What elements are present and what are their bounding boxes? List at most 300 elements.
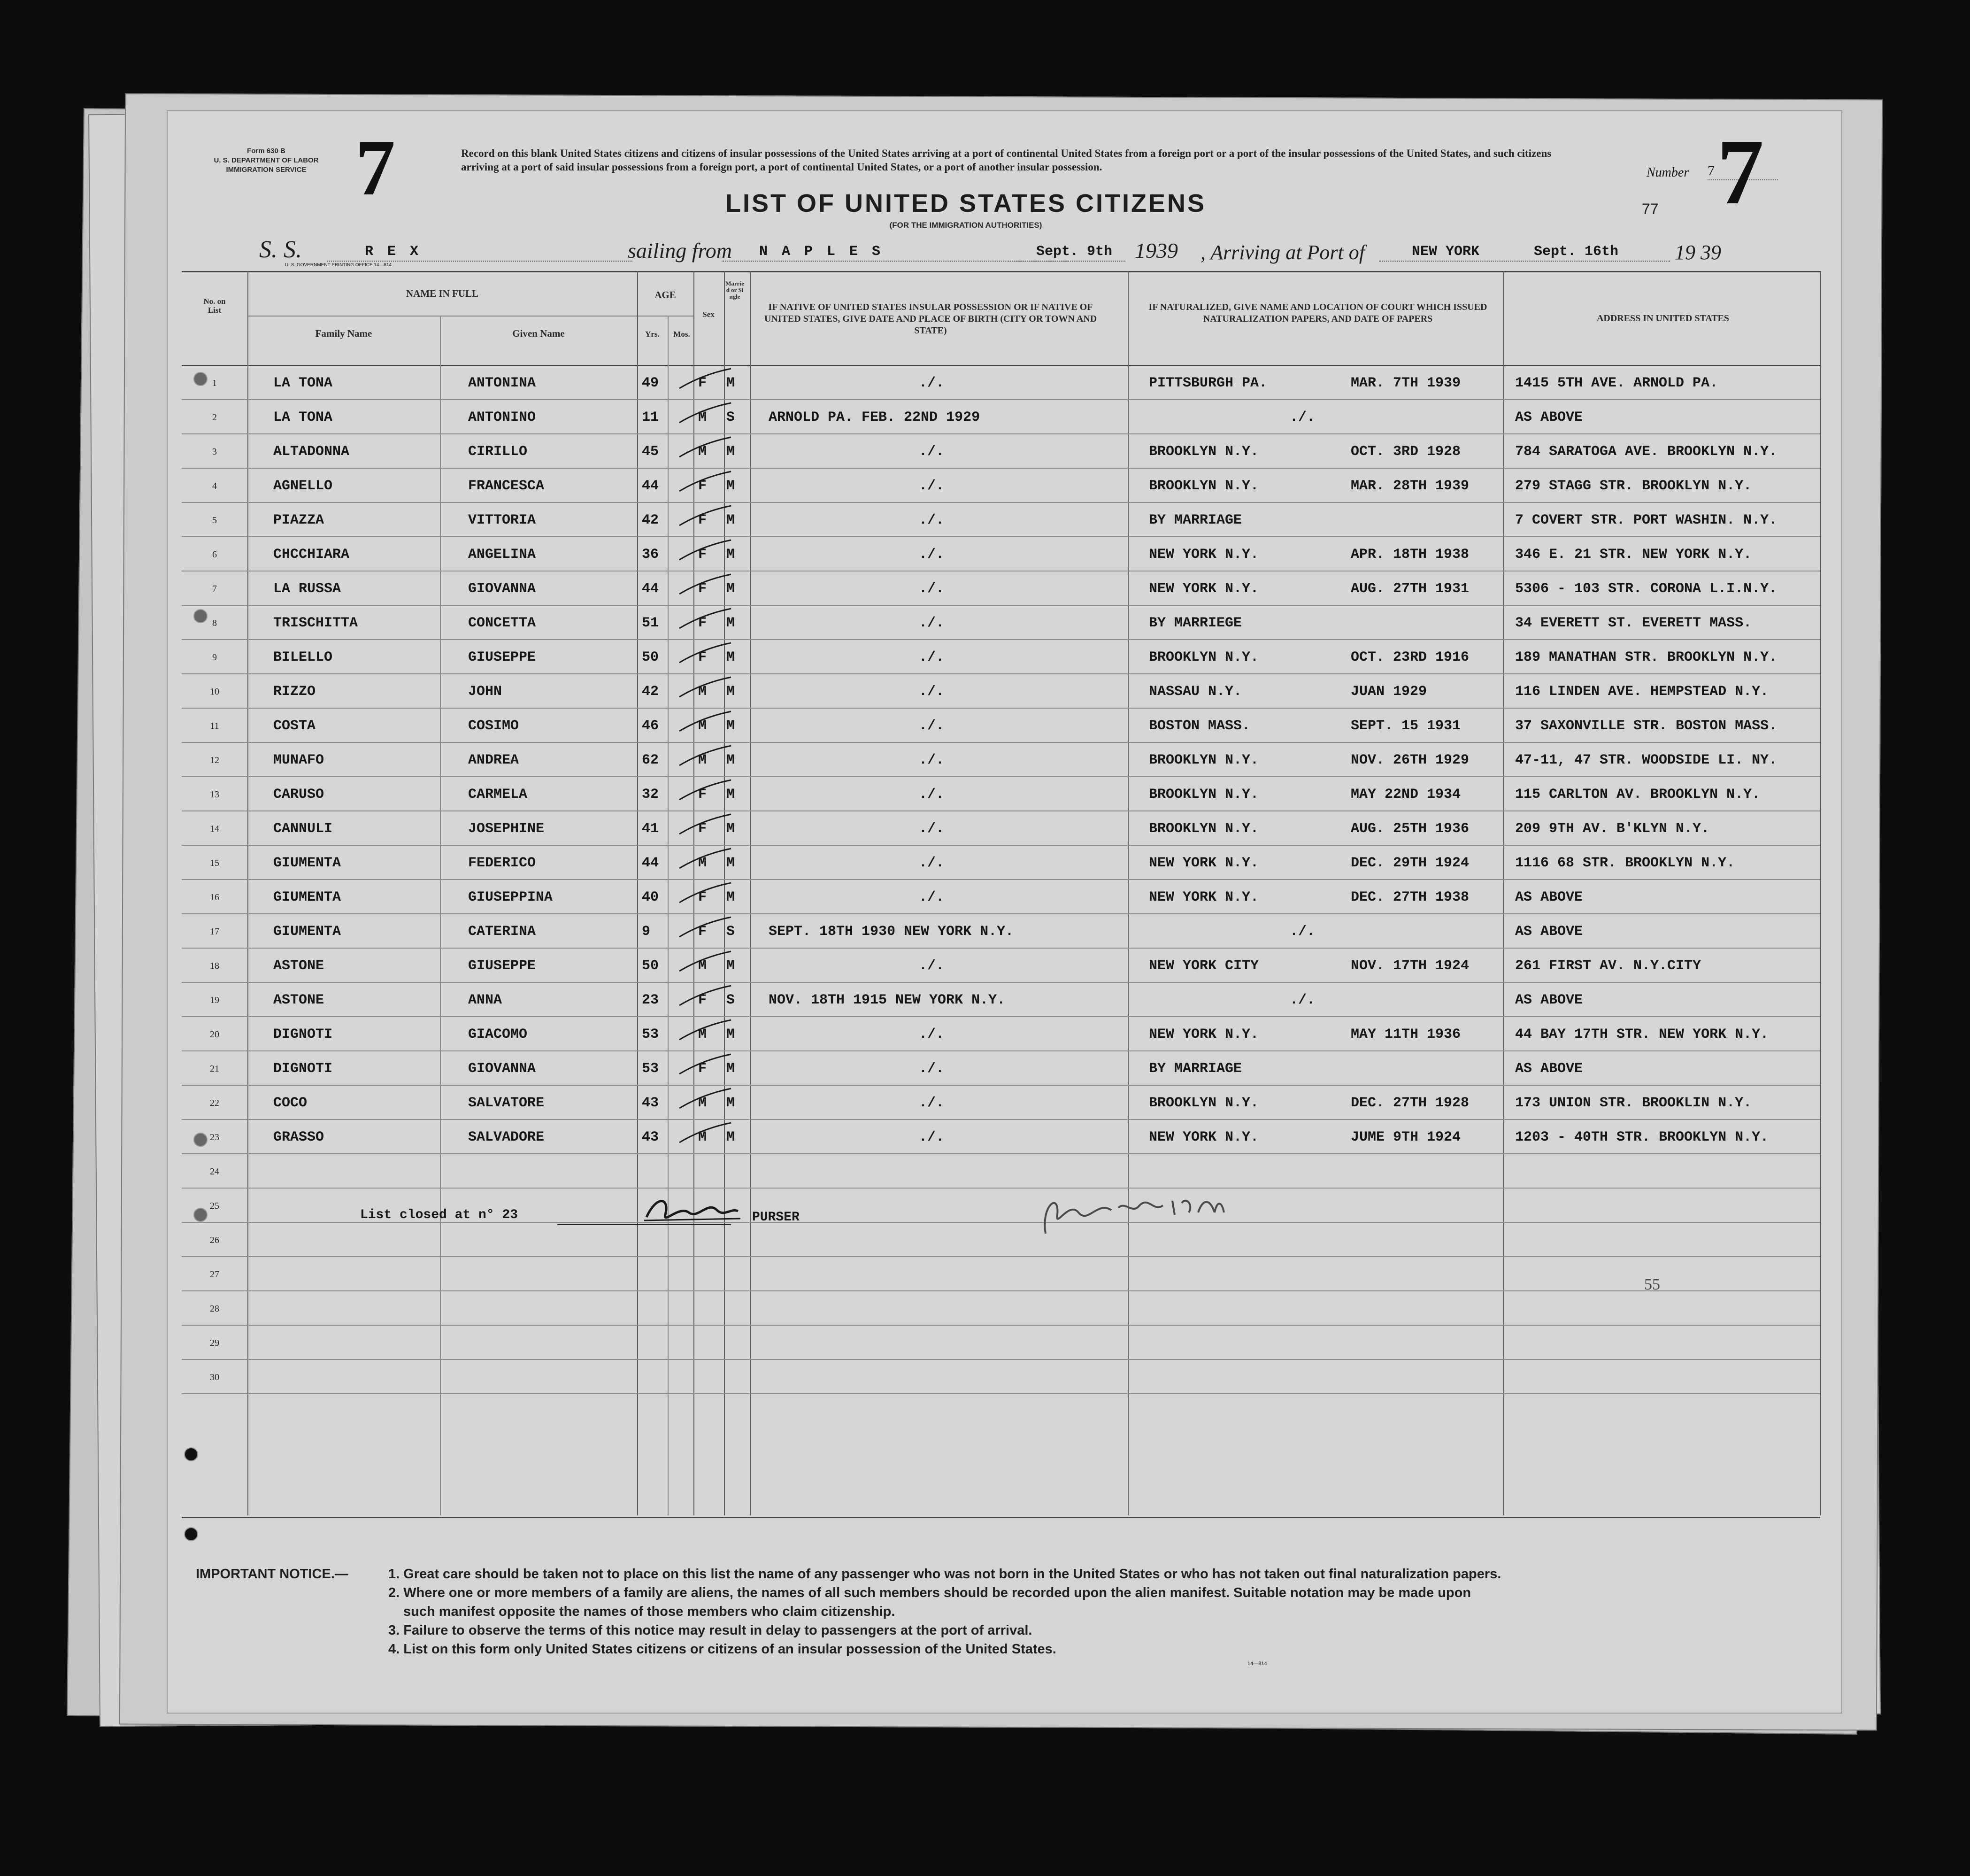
row-rule (182, 502, 1820, 503)
number-label: Number (1647, 165, 1689, 180)
row-rule (182, 1188, 1820, 1189)
cell-court: NEW YORK N.Y. (1149, 1129, 1259, 1145)
cell-n: 6 (212, 549, 217, 560)
notice-item-1: 1. Great care should be taken not to place on this list the name of any passenger who was not born in the United States or who has not taken out final naturalization papers. (388, 1567, 1501, 1582)
purser-signature (637, 1191, 750, 1229)
row-rule (182, 468, 1820, 469)
depart-underline (1008, 261, 1125, 262)
cell-n: 25 (210, 1201, 219, 1211)
col-divider-name (637, 271, 638, 1515)
cell-family: LA RUSSA (273, 581, 341, 597)
row-rule (182, 1290, 1820, 1291)
cell-ms: M (726, 375, 735, 391)
list-subtitle: (FOR THE IMMIGRATION AUTHORITIES) (889, 221, 1042, 230)
header-bottom-rule (182, 365, 1820, 366)
cell-court: BROOKLYN N.Y. (1149, 752, 1259, 768)
cell-sex: F (698, 924, 707, 940)
check-stroke (679, 814, 731, 834)
cell-address: 1415 5TH AVE. ARNOLD PA. (1515, 375, 1718, 391)
cell-court: BY MARRIAGE (1149, 512, 1242, 528)
depart-year: 1939 (1135, 239, 1178, 262)
row-rule (182, 948, 1820, 949)
cell-sex: F (698, 992, 707, 1008)
check-stroke (679, 643, 731, 663)
row-rule (182, 913, 1820, 914)
col-divider-native (1128, 271, 1129, 1515)
cell-date: DEC. 29TH 1924 (1351, 855, 1470, 871)
cell-date: APR. 18TH 1938 (1351, 547, 1470, 563)
row-rule (182, 639, 1820, 640)
cell-address: AS ABOVE (1515, 889, 1583, 905)
list-closed-note: List closed at n° 23 (360, 1208, 518, 1222)
big-number-left: 7 (355, 124, 395, 212)
cell-given: SALVADORE (468, 1129, 545, 1145)
cell-given: ANDREA (468, 752, 519, 768)
cell-court: NEW YORK N.Y. (1149, 547, 1259, 563)
margin-note: 55 (1644, 1276, 1660, 1293)
inspector-signature (1031, 1187, 1229, 1243)
cell-sex: M (698, 855, 707, 871)
cell-n: 18 (210, 961, 219, 971)
cell-age: 9 (642, 924, 651, 940)
cell-native: ./. (919, 821, 945, 837)
cell-native: ./. (919, 547, 945, 563)
printer-mark: U. S. GOVERNMENT PRINTING OFFICE 14—814 (285, 262, 392, 268)
cell-address: 5306 - 103 STR. CORONA L.I.N.Y. (1515, 581, 1778, 597)
row-rule (182, 1393, 1820, 1394)
cell-family: GIUMENTA (273, 924, 341, 940)
cell-given: SALVATORE (468, 1095, 545, 1111)
cell-native: ./. (919, 375, 945, 391)
cell-sex: F (698, 889, 707, 905)
sailing-label: sailing from (628, 239, 732, 262)
cell-sex: M (698, 409, 707, 425)
cell-ms: M (726, 615, 735, 631)
cell-n: 3 (212, 447, 217, 457)
header-sex: Sex (702, 310, 715, 319)
cell-date: AUG. 27TH 1931 (1351, 581, 1470, 597)
notice-item-3: 3. Failure to observe the terms of this notice may result in delay to passengers at the port of arrival. (388, 1623, 1032, 1638)
cell-given: GIUSEPPINA (468, 889, 553, 905)
cell-family: MUNAFO (273, 752, 324, 768)
check-stroke (679, 471, 731, 491)
cell-date: JUAN 1929 (1351, 684, 1427, 700)
cell-native: ./. (919, 855, 945, 871)
header-address: ADDRESS IN UNITED STATES (1596, 313, 1730, 324)
cell-address: 279 STAGG STR. BROOKLYN N.Y. (1515, 478, 1752, 494)
cell-family: GRASSO (273, 1129, 324, 1145)
cell-family: GIUMENTA (273, 889, 341, 905)
cell-address: AS ABOVE (1515, 1061, 1583, 1077)
cell-n: 7 (212, 584, 217, 594)
cell-given: GIUSEPPE (468, 649, 536, 665)
row-rule (182, 1359, 1820, 1360)
cell-given: JOSEPHINE (468, 821, 545, 837)
cell-given: CATERINA (468, 924, 536, 940)
row-rule (182, 879, 1820, 880)
cell-given: GIOVANNA (468, 1061, 536, 1077)
header-subdivider (247, 316, 693, 317)
cell-sex: M (698, 1129, 707, 1145)
check-stroke (679, 986, 731, 1005)
cell-court: BY MARRIAGE (1149, 1061, 1242, 1077)
check-stroke (679, 951, 731, 971)
cell-sex: F (698, 787, 707, 803)
cell-age: 53 (642, 1027, 659, 1042)
row-rule (182, 536, 1820, 537)
cell-sex: F (698, 615, 707, 631)
cell-native: ./. (919, 444, 945, 460)
cell-family: RIZZO (273, 684, 316, 700)
cell-n: 15 (210, 858, 219, 868)
cell-native: ./. (919, 649, 945, 665)
form-id-block (200, 147, 332, 175)
cell-age: 44 (642, 855, 659, 871)
cell-address: 7 COVERT STR. PORT WASHIN. N.Y. (1515, 512, 1778, 528)
cell-age: 45 (642, 444, 659, 460)
row-rule (182, 673, 1820, 674)
cell-n: 24 (210, 1166, 219, 1177)
cell-native: SEPT. 18TH 1930 NEW YORK N.Y. (769, 924, 1014, 940)
cell-address: 784 SARATOGA AVE. BROOKLYN N.Y. (1515, 444, 1778, 460)
cell-court: NEW YORK N.Y. (1149, 1027, 1259, 1042)
cell-court: BROOKLYN N.Y. (1149, 478, 1259, 494)
cell-address: AS ABOVE (1515, 409, 1583, 425)
cell-ms: M (726, 478, 735, 494)
cell-date: OCT. 23RD 1916 (1351, 649, 1470, 665)
cell-sex: F (698, 649, 707, 665)
cell-n: 23 (210, 1132, 219, 1143)
cell-family: CANNULI (273, 821, 333, 837)
cell-given: JOHN (468, 684, 502, 700)
cell-sex: F (698, 375, 707, 391)
cell-native: ./. (919, 752, 945, 768)
cell-native: ./. (919, 615, 945, 631)
cell-native: ./. (919, 512, 945, 528)
check-stroke (679, 677, 731, 697)
cell-date: MAY 11TH 1936 (1351, 1027, 1461, 1042)
cell-native: ./. (919, 718, 945, 734)
cell-family: DIGNOTI (273, 1027, 333, 1042)
cell-age: 50 (642, 958, 659, 974)
cell-n: 22 (210, 1098, 219, 1108)
cell-native: ./. (919, 1095, 945, 1111)
check-stroke (679, 506, 731, 525)
cell-n: 4 (212, 481, 217, 491)
cell-address: 37 SAXONVILLE STR. BOSTON MASS. (1515, 718, 1778, 734)
check-stroke (679, 540, 731, 560)
cell-family: LA TONA (273, 409, 333, 425)
manifest-page (167, 110, 1842, 1714)
cell-sex: F (698, 821, 707, 837)
cell-sex: F (698, 512, 707, 528)
department-name: U. S. DEPARTMENT OF LABOR (214, 156, 319, 164)
cell-given: FRANCESCA (468, 478, 545, 494)
cell-age: 51 (642, 615, 659, 631)
cell-native: ARNOLD PA. FEB. 22ND 1929 (769, 409, 980, 425)
cell-date: NOV. 17TH 1924 (1351, 958, 1470, 974)
notice-item-2: 2. Where one or more members of a family are aliens, the names of all such members should be recorded upon the alien manifest. Suitable notation may be made upon (388, 1585, 1471, 1600)
header-native: IF NATIVE OF UNITED STATES INSULAR POSSESSION OR IF NATIVE OF UNITED STATES, GIVE DATE AND PLACE OF BIRTH (CITY OR TOWN AND STATE) (764, 302, 1097, 336)
cell-n: 26 (210, 1235, 219, 1245)
cell-n: 9 (212, 652, 217, 663)
cell-ms: S (726, 924, 735, 940)
binder-hole (193, 372, 208, 386)
instructions-text: Record on this blank United States citizens and citizens of insular possessions of the United States arriving at a port of continental United States from a foreign port or a port of the insular possessions of the United States, and such citizens arriving at a port of said insular possessions from a foreign port, a port of continental United States, or a port of another insular possession. (461, 147, 1552, 173)
header-married-single: Married or Single (725, 280, 744, 300)
cell-n: 5 (212, 515, 217, 525)
service-name: IMMIGRATION SERVICE (226, 166, 307, 174)
header-no-on-list: No. on List (203, 297, 226, 315)
cell-date: SEPT. 15 1931 (1351, 718, 1461, 734)
footer-code: 14—814 (1247, 1661, 1267, 1667)
important-notice (196, 1565, 1811, 1659)
cell-age: 43 (642, 1129, 659, 1145)
from-port: N A P L E S (759, 244, 884, 260)
header-name-in-full: NAME IN FULL (406, 288, 478, 299)
cell-age: 46 (642, 718, 659, 734)
cell-age: 62 (642, 752, 659, 768)
cell-age: 23 (642, 992, 659, 1008)
binder-hole (193, 1133, 208, 1147)
row-rule (182, 1119, 1820, 1120)
cell-date: MAY 22ND 1934 (1351, 787, 1461, 803)
row-rule (182, 1153, 1820, 1154)
cell-given: GIUSEPPE (468, 958, 536, 974)
cell-court: BROOKLYN N.Y. (1149, 821, 1259, 837)
cell-given: ANTONINA (468, 375, 536, 391)
to-port: NEW YORK (1412, 244, 1480, 260)
row-rule (182, 1325, 1820, 1326)
cell-ms: M (726, 1061, 735, 1077)
row-rule (182, 1085, 1820, 1086)
check-stroke (679, 711, 731, 731)
cell-n: 14 (210, 824, 219, 834)
cell-family: AGNELLO (273, 478, 333, 494)
cell-family: GIUMENTA (273, 855, 341, 871)
form-number: Form 630 B (247, 147, 285, 155)
cell-family: CARUSO (273, 787, 324, 803)
cell-n: 19 (210, 995, 219, 1005)
cell-age: 11 (642, 409, 659, 425)
row-rule (182, 708, 1820, 709)
check-stroke (679, 883, 731, 903)
row-rule (182, 845, 1820, 846)
cell-date: NOV. 26TH 1929 (1351, 752, 1470, 768)
check-stroke (679, 1089, 731, 1108)
cell-sex: M (698, 684, 707, 700)
cell-native: NOV. 18TH 1915 NEW YORK N.Y. (769, 992, 1006, 1008)
cell-court: BROOKLYN N.Y. (1149, 649, 1259, 665)
cell-address: 209 9TH AV. B'KLYN N.Y. (1515, 821, 1710, 837)
cell-family: BILELLO (273, 649, 333, 665)
cell-family: LA TONA (273, 375, 333, 391)
binder-hole (193, 609, 208, 623)
cell-sex: F (698, 478, 707, 494)
cell-age: 53 (642, 1061, 659, 1077)
cell-address: 189 MANATHAN STR. BROOKLYN N.Y. (1515, 649, 1778, 665)
cell-age: 42 (642, 512, 659, 528)
cell-native: ./. (919, 478, 945, 494)
cell-n: 13 (210, 789, 219, 800)
cell-sex: M (698, 958, 707, 974)
arrive-year: 19 39 (1675, 241, 1721, 264)
cell-sex: M (698, 444, 707, 460)
cell-age: 36 (642, 547, 659, 563)
cell-ms: M (726, 649, 735, 665)
notice-label: IMPORTANT NOTICE.— (196, 1567, 348, 1582)
cell-n: 2 (212, 412, 217, 423)
row-rule (182, 1256, 1820, 1257)
header-age-yrs: Yrs. (645, 330, 660, 339)
row-rule (182, 605, 1820, 606)
cell-ms: M (726, 855, 735, 871)
col-divider-yrs (668, 316, 669, 1515)
cell-n: 8 (212, 618, 217, 628)
check-stroke (679, 780, 731, 800)
ship-underline (327, 261, 632, 262)
purser-label: PURSER (752, 1210, 800, 1225)
cell-n: 10 (210, 687, 219, 697)
check-stroke (679, 1054, 731, 1074)
check-stroke (679, 437, 731, 457)
cell-address: 1203 - 40TH STR. BROOKLYN N.Y. (1515, 1129, 1769, 1145)
cell-given: COSIMO (468, 718, 519, 734)
col-divider-naturalized (1503, 271, 1504, 1515)
cell-n: 28 (210, 1304, 219, 1314)
cell-ms: M (726, 1095, 735, 1111)
header-naturalized: IF NATURALIZED, GIVE NAME AND LOCATION OF COURT WHICH ISSUED NATURALIZATION PAPERS, AND DATE OF PAPERS (1148, 302, 1487, 324)
check-stroke (679, 403, 731, 423)
check-stroke (679, 746, 731, 765)
cell-sex: M (698, 1027, 707, 1042)
cell-court: BY MARRIEGE (1149, 615, 1242, 631)
cell-given: CARMELA (468, 787, 528, 803)
cell-n: 27 (210, 1269, 219, 1280)
check-stroke (679, 917, 731, 937)
header-given-name: Given Name (512, 328, 565, 339)
cell-ms: M (726, 547, 735, 563)
cell-court: NEW YORK N.Y. (1149, 855, 1259, 871)
row-rule (182, 399, 1820, 400)
cell-n: 29 (210, 1338, 219, 1348)
row-rule (182, 776, 1820, 777)
cell-court: NEW YORK N.Y. (1149, 889, 1259, 905)
ship-label: S. S. (259, 236, 302, 263)
cell-n: 16 (210, 892, 219, 903)
cell-given: ANNA (468, 992, 502, 1008)
cell-native: ./. (919, 684, 945, 700)
cell-native: ./. (919, 1027, 945, 1042)
cell-date: AUG. 25TH 1936 (1351, 821, 1470, 837)
cell-native: ./. (919, 787, 945, 803)
cell-date: JUME 9TH 1924 (1351, 1129, 1461, 1145)
row-rule (182, 742, 1820, 743)
arriving-label: , Arriving at Port of (1200, 241, 1365, 264)
cell-n: 11 (210, 721, 219, 731)
check-stroke (679, 1020, 731, 1040)
cell-age: 44 (642, 581, 659, 597)
cell-court: BOSTON MASS. (1149, 718, 1251, 734)
cell-sex: M (698, 1095, 707, 1111)
page-stamp: 77 (1642, 201, 1659, 217)
number-value: 7 (1708, 163, 1715, 178)
cell-address: 1116 68 STR. BROOKLYN N.Y. (1515, 855, 1735, 871)
cell-native: ./. (919, 889, 945, 905)
col-divider-no (247, 271, 248, 1515)
cell-court: ./. (1290, 409, 1316, 425)
row-rule (182, 433, 1820, 434)
notice-item-2-continued: such manifest opposite the names of those members who claim citizenship. (403, 1604, 895, 1619)
cell-court: ./. (1290, 924, 1316, 940)
cell-given: ANTONINO (468, 409, 536, 425)
cell-family: ALTADONNA (273, 444, 350, 460)
row-rule (182, 1050, 1820, 1051)
cell-date: OCT. 3RD 1928 (1351, 444, 1461, 460)
binder-hole (184, 1447, 198, 1461)
cell-age: 32 (642, 787, 659, 803)
arrive-date: Sept. 16th (1534, 244, 1619, 260)
cell-given: CIRILLO (468, 444, 528, 460)
ship-name: R E X (365, 244, 422, 260)
cell-address: AS ABOVE (1515, 992, 1583, 1008)
header-age: AGE (654, 289, 676, 301)
cell-address: 116 LINDEN AVE. HEMPSTEAD N.Y. (1515, 684, 1769, 700)
cell-sex: M (698, 752, 707, 768)
cell-ms: M (726, 821, 735, 837)
cell-given: ANGELINA (468, 547, 536, 563)
cell-family: CHCCHIARA (273, 547, 350, 563)
cell-ms: M (726, 958, 735, 974)
cell-given: FEDERICO (468, 855, 536, 871)
cell-address: 261 FIRST AV. N.Y.CITY (1515, 958, 1701, 974)
cell-ms: M (726, 581, 735, 597)
cell-n: 12 (210, 755, 219, 765)
cell-court: NEW YORK CITY (1149, 958, 1259, 974)
cell-court: PITTSBURGH PA. (1149, 375, 1268, 391)
cell-ms: M (726, 889, 735, 905)
cell-court: BROOKLYN N.Y. (1149, 444, 1259, 460)
cell-age: 44 (642, 478, 659, 494)
cell-family: COCO (273, 1095, 308, 1111)
cell-native: ./. (919, 1129, 945, 1145)
cell-family: DIGNOTI (273, 1061, 333, 1077)
cell-ms: M (726, 787, 735, 803)
cell-address: 115 CARLTON AV. BROOKLYN N.Y. (1515, 787, 1761, 803)
cell-ms: S (726, 992, 735, 1008)
cell-age: 50 (642, 649, 659, 665)
check-stroke (679, 1123, 731, 1143)
cell-family: ASTONE (273, 958, 324, 974)
cell-native: ./. (919, 1061, 945, 1077)
check-stroke (679, 574, 731, 594)
cell-age: 41 (642, 821, 659, 837)
cell-given: CONCETTA (468, 615, 536, 631)
col-divider-family (440, 316, 441, 1515)
cell-court: NASSAU N.Y. (1149, 684, 1242, 700)
cell-court: BROOKLYN N.Y. (1149, 787, 1259, 803)
cell-n: 20 (210, 1029, 219, 1040)
cell-given: GIACOMO (468, 1027, 528, 1042)
cell-address: 34 EVERETT ST. EVERETT MASS. (1515, 615, 1752, 631)
cell-court: BROOKLYN N.Y. (1149, 1095, 1259, 1111)
big-number-right: 7 (1717, 120, 1764, 224)
cell-native: ./. (919, 581, 945, 597)
cell-court: ./. (1290, 992, 1316, 1008)
cell-n: 21 (210, 1064, 219, 1074)
binder-hole (184, 1527, 198, 1541)
header-family-name: Family Name (315, 328, 372, 339)
